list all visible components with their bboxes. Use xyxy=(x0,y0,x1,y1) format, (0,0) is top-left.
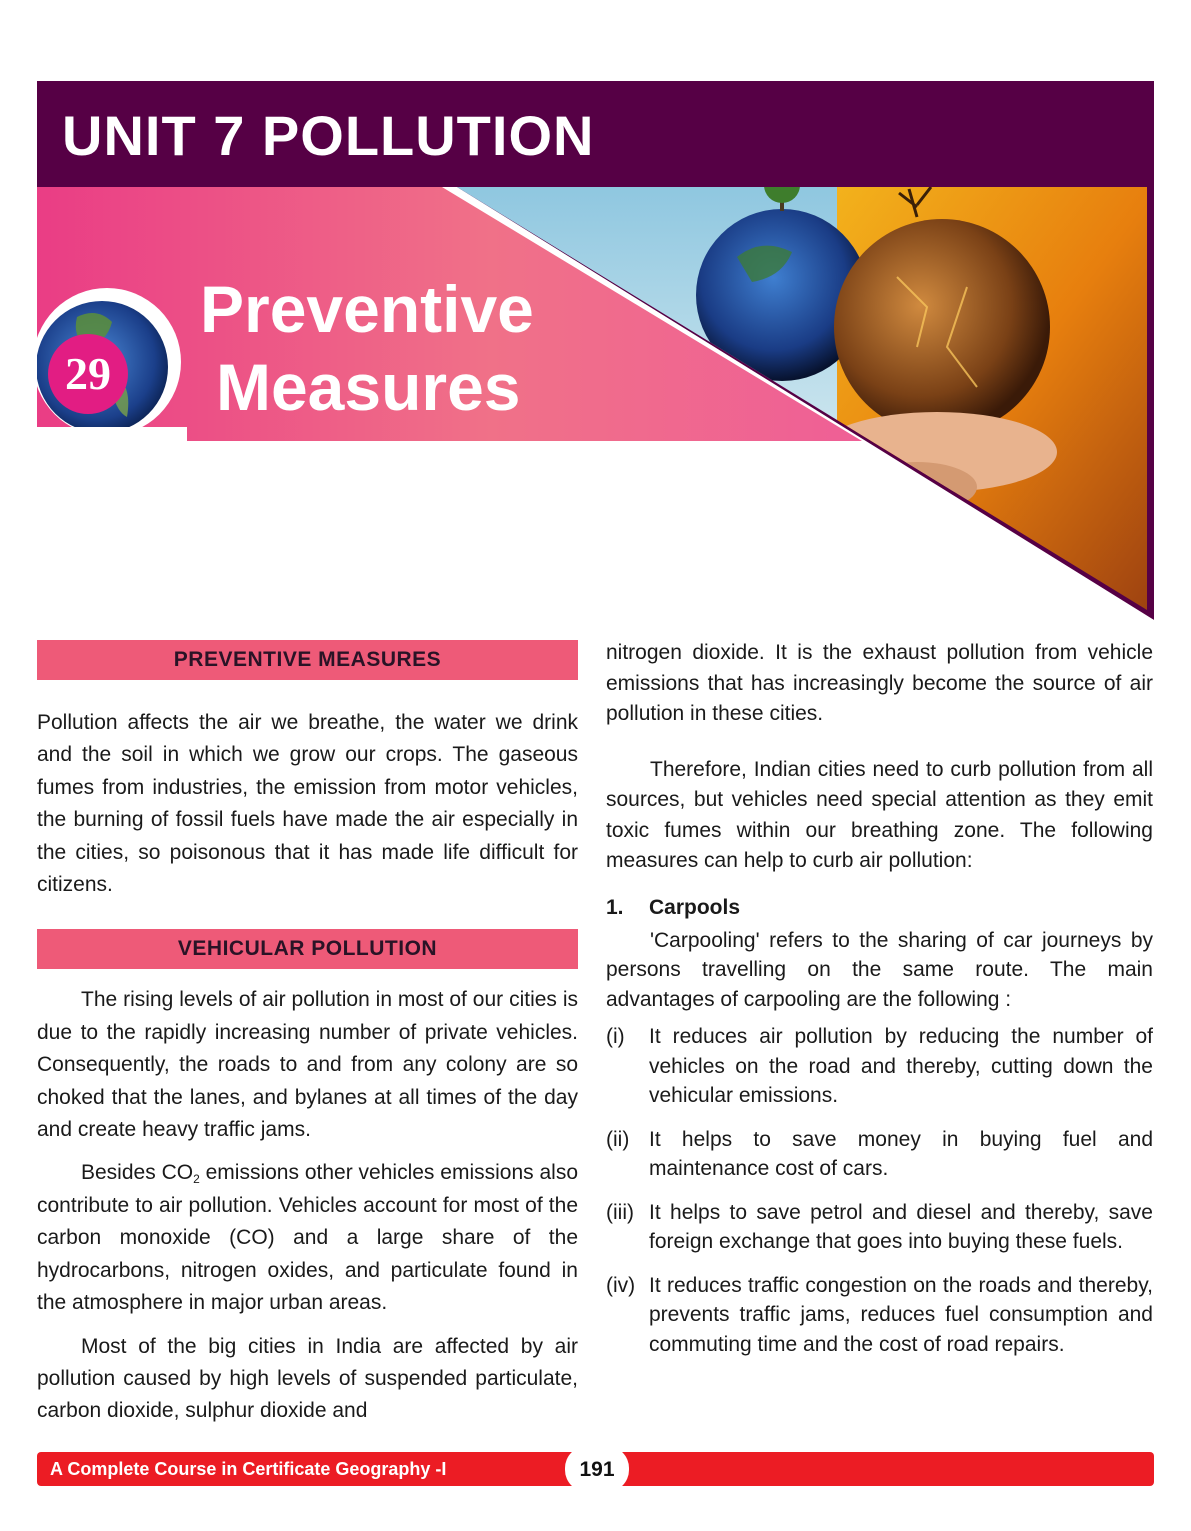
chapter-title-line2: Measures xyxy=(216,350,521,424)
list-item xyxy=(606,1125,1153,1184)
right-column xyxy=(606,638,1153,1359)
vehicular-paragraph-2-rest: emissions other vehicles emissions also contribute to air pollution. Vehicles account for most of the carbon monoxide (CO) and a large share of the hydrocarbons, nitrogen oxides, and particulate found in the atmosphere in major urban areas. xyxy=(37,1161,579,1315)
carpools-intro: 'Carpooling' refers to the sharing of car journeys by persons travelling on the same route. The main advantages of carpooling are the following : xyxy=(606,928,1153,1011)
list-text: It reduces air pollution by reducing the number of vehicles on the road and thereby, cutting down the vehicular emissions. xyxy=(649,1025,1153,1107)
chapter-title-line1: Preventive xyxy=(200,272,534,346)
vehicular-paragraph-4: Therefore, Indian cities need to curb pollution from all sources, but vehicles need special attention as they emit toxic fumes within our breathing zone. The following measures can help to curb air pollution: xyxy=(606,757,1153,872)
vehicular-paragraph-2 xyxy=(37,1157,578,1319)
carpools-number: 1. xyxy=(606,895,624,919)
list-text: It helps to save money in buying fuel and maintenance cost of cars. xyxy=(649,1127,1153,1180)
section-heading-preventive: PREVENTIVE MEASURES xyxy=(37,640,578,680)
carpools-heading xyxy=(606,892,1153,924)
carpools-list xyxy=(606,1022,1153,1359)
unit-title: UNIT 7 POLLUTION xyxy=(62,104,595,167)
page-number: 191 xyxy=(565,1446,629,1492)
chapter-number-badge: 29 xyxy=(48,334,128,414)
vehicular-paragraph-1: The rising levels of air pollution in most of our cities is due to the rapidly increasing number of private vehicles. Consequently, the roads to and from any colony are so choked that the lanes, and bylanes at all times of the day and create heavy traffic jams. xyxy=(37,988,578,1142)
left-column xyxy=(37,640,578,1428)
carpools-title: Carpools xyxy=(649,895,741,919)
vehicular-paragraph-3-continued: nitrogen dioxide. It is the exhaust pollution from vehicle emissions that has increasingly become the source of air pollution in these cities. xyxy=(606,641,1153,725)
list-item xyxy=(606,1198,1153,1257)
list-text: It reduces traffic congestion on the roads and thereby, prevents traffic jams, reduces fuel consumption and commuting time and the cost of road repairs. xyxy=(649,1273,1153,1356)
footer-book-title: A Complete Course in Certificate Geography -I xyxy=(50,1459,447,1479)
list-text: It helps to save petrol and diesel and thereby, save foreign exchange that goes into buying these fuels. xyxy=(649,1200,1153,1253)
banner-mask xyxy=(37,441,1154,621)
preventive-paragraph: Pollution affects the air we breathe, the water we drink and the soil in which we grow our crops. The gaseous fumes from industries, the emission from motor vehicles, the burning of fossil fuels have made the air especially in the cities, so poisonous that it has made life difficult for citizens. xyxy=(37,711,578,897)
list-marker: (iv) xyxy=(606,1273,636,1297)
list-marker: (iii) xyxy=(606,1200,634,1224)
vehicular-paragraph-3: Most of the big cities in India are affected by air pollution caused by high levels of suspended particulate, carbon dioxide, sulphur dioxide and xyxy=(37,1334,578,1423)
co2-subscript: 2 xyxy=(193,1172,200,1187)
list-marker: (ii) xyxy=(606,1127,630,1151)
list-item xyxy=(606,1022,1153,1111)
section-heading-vehicular: VEHICULAR POLLUTION xyxy=(37,929,578,969)
chapter-title xyxy=(200,270,534,426)
co2-prefix: Besides CO xyxy=(81,1161,194,1185)
list-marker: (i) xyxy=(606,1025,625,1048)
list-item xyxy=(606,1271,1153,1360)
